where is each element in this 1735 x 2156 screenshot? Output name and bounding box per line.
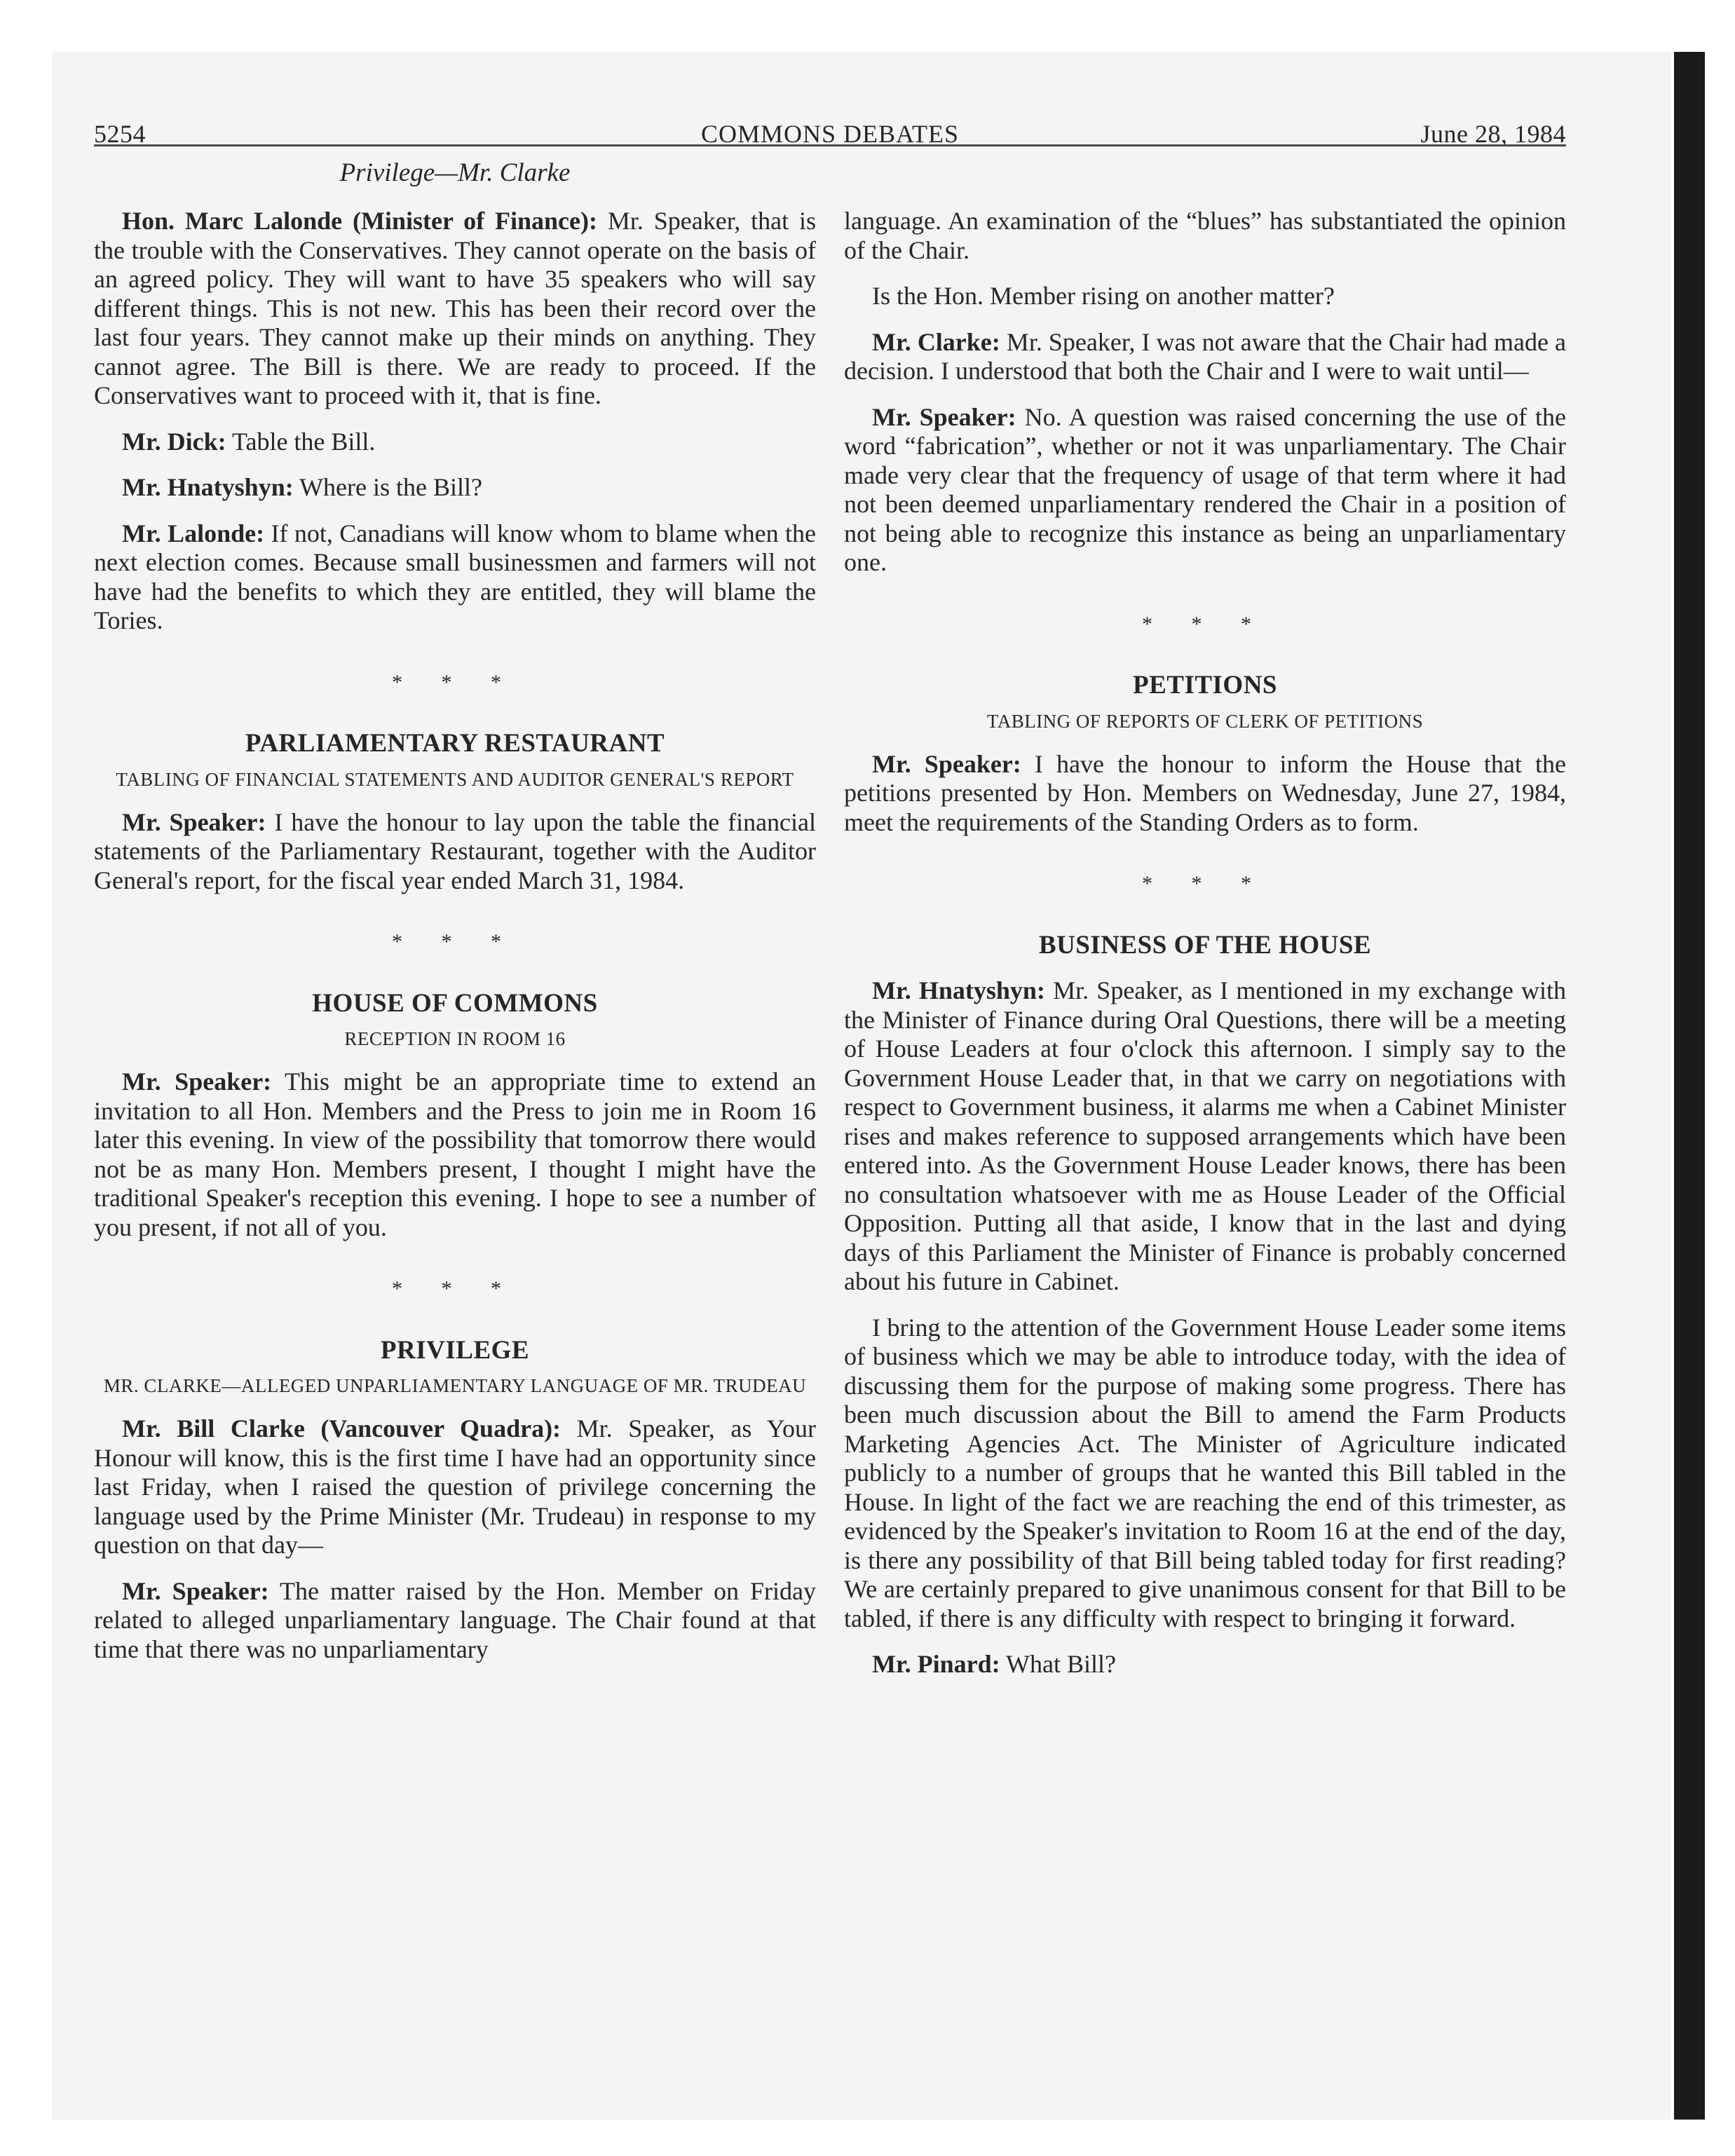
section-subheading: RECEPTION IN ROOM 16	[344, 1028, 566, 1049]
paragraph	[94, 207, 816, 411]
paragraph	[94, 1414, 816, 1560]
speaker-name: Mr. Lalonde:	[122, 519, 265, 547]
section-separator: * * *	[1142, 872, 1268, 895]
publication-date: June 28, 1984	[1420, 120, 1566, 148]
speaker-name: Mr. Hnatyshyn:	[122, 473, 294, 501]
speaker-name: Hon. Marc Lalonde (Minister of Finance):	[122, 207, 597, 235]
paragraph	[844, 403, 1566, 578]
section-separator: * * *	[1142, 612, 1268, 636]
speaker-name: Mr. Speaker:	[122, 1576, 269, 1605]
section-separator: * * *	[392, 670, 518, 694]
section-subheading: MR. CLARKE—ALLEGED UNPARLIAMENTARY LANGUAGE OF MR. TRUDEAU	[103, 1375, 807, 1396]
speech-text: No. A question was raised concerning the use of the word “fabrication”, whether or not it was unparliamentary. The Chair made very clear that the frequency of usage of that term where it had not been deemed unparliamentary rendered the Chair in a position of not being able to recognize this instance as being an unparliamentary one.	[844, 402, 1567, 576]
speaker-name: Mr. Speaker:	[122, 807, 266, 836]
speaker-name: Mr. Speaker:	[872, 402, 1016, 431]
paragraph	[94, 519, 816, 636]
section-separator: * * *	[392, 1277, 518, 1300]
paragraph	[844, 976, 1566, 1297]
speech-text: I have the honour to inform the House that the petitions presented by Hon. Members on Wednesday, June 27, 1984, meet the requirements of the Standing Orders as to form.	[844, 749, 1566, 836]
paragraph	[94, 1577, 816, 1665]
speaker-name: Mr. Pinard:	[872, 1650, 1000, 1678]
speech-text: Table the Bill.	[226, 427, 376, 456]
section-heading: PRIVILEGE	[380, 1335, 530, 1365]
speaker-name: Mr. Dick:	[122, 427, 226, 456]
speaker-name: Mr. Speaker:	[122, 1067, 272, 1096]
speech-text: I bring to the attention of the Government House Leader some items of business which we may be able to introduce today, with the idea of discussing them for the purpose of making some progress. There has been much discussion about the Bill to amend the Farm Products Marketing Agencies Act. The Minister of Agriculture indicated publicly to a number of groups that he wanted this Bill tabled in the House. In light of the fact we are reaching the end of this trimester, as evidenced by the Speaker's invitation to Room 16 at the end of the day, is there any possibility of that Bill being tabled today for first reading? We are certainly prepared to give unanimous consent for that Bill to be tabled, if there is any difficulty with respect to bringing it forward.	[844, 1313, 1566, 1632]
speech-text: If not, Canadians will know whom to blame when the next election comes. Because small businessmen and farmers will not have had the benefits to which they are entitled, they will blame the Tories.	[94, 519, 817, 634]
section-separator: * * *	[392, 930, 518, 953]
paragraph	[844, 750, 1566, 838]
publication-title: COMMONS DEBATES	[700, 120, 960, 148]
paragraph	[94, 808, 816, 896]
paragraph	[94, 473, 816, 503]
speech-text: Is the Hon. Member rising on another matter?	[872, 282, 1335, 310]
running-topic: Privilege—Mr. Clarke	[339, 158, 571, 187]
section-subheading: TABLING OF REPORTS OF CLERK OF PETITIONS	[986, 710, 1424, 732]
paragraph	[94, 428, 816, 457]
paragraph	[844, 1650, 1566, 1679]
scan-dark-edge	[1674, 52, 1705, 2120]
paragraph	[94, 1067, 816, 1242]
speech-text: What Bill?	[1000, 1650, 1116, 1678]
page-number: 5254	[94, 120, 146, 148]
section-heading: HOUSE OF COMMONS	[312, 988, 598, 1018]
left-column	[94, 207, 816, 1681]
section-heading: PETITIONS	[1132, 671, 1277, 700]
speech-text: Mr. Speaker, that is the trouble with the Conservatives. They cannot operate on the basis of an agreed policy. They will want to have 35 speakers who will say different things. This is not new. This has been their record over the last four years. They cannot make up their minds on anything. They cannot agree. The Bill is there. We are ready to proceed. If the Conservatives want to proceed with it, that is fine.	[94, 207, 816, 409]
header-rule	[94, 144, 1566, 146]
section-heading: BUSINESS OF THE HOUSE	[1038, 930, 1372, 960]
paragraph	[844, 282, 1566, 311]
paragraph	[844, 1314, 1566, 1634]
speaker-name: Mr. Speaker:	[872, 749, 1021, 778]
speech-text: Mr. Speaker, as Your Honour will know, this is the first time I have had an opportunity since last Friday, when I raised the question of privilege concerning the language used by the Prime Minister (Mr. Trudeau) in response to my question on that day—	[94, 1414, 816, 1559]
paragraph	[844, 207, 1566, 265]
speech-text: This might be an appropriate time to extend an invitation to all Hon. Members and the Press to join me in Room 16 later this evening. In view of the possibility that tomorrow there would not be as many Hon. Members present, I thought I might have the traditional Speaker's reception this evening. I hope to see a number of you present, if not all of you.	[94, 1067, 817, 1241]
right-column	[844, 207, 1566, 1696]
speech-text: Where is the Bill?	[293, 473, 482, 501]
paragraph	[844, 328, 1566, 386]
speaker-name: Mr. Bill Clarke (Vancouver Quadra):	[122, 1414, 562, 1442]
speaker-name: Mr. Clarke:	[872, 327, 1000, 356]
section-subheading: TABLING OF FINANCIAL STATEMENTS AND AUDITOR GENERAL'S REPORT	[116, 768, 794, 790]
section-heading: PARLIAMENTARY RESTAURANT	[245, 729, 665, 758]
speech-text: Mr. Speaker, I was not aware that the Chair had made a decision. I understood that both the Chair and I were to wait until—	[844, 327, 1567, 385]
speech-text: I have the honour to lay upon the table the financial statements of the Parliamentary Restaurant, together with the Auditor General's report, for the fiscal year ended March 31, 1984.	[94, 807, 817, 894]
page-header	[94, 112, 1566, 154]
speech-text: Mr. Speaker, as I mentioned in my exchange with the Minister of Finance during Oral Questions, there will be a meeting of House Leaders at four o'clock this afternoon. I simply say to the Government House Leader that, in that we carry on negotiations with respect to Government business, it alarms me when a Cabinet Minister rises and makes reference to supposed arrangements which have been entered into. As the Government House Leader knows, there has been no consultation whatsoever with me as House Leader of the Official Opposition. Putting all that aside, I know that in the last and dying days of this Parliament the Minister of Finance is probably concerned about his future in Cabinet.	[844, 976, 1566, 1295]
speech-text: The matter raised by the Hon. Member on Friday related to alleged unparliamentary language. The Chair found at that time that there was no unparliamentary	[94, 1576, 817, 1663]
speech-text: language. An examination of the “blues” has substantiated the opinion of the Chair.	[844, 207, 1566, 264]
speaker-name: Mr. Hnatyshyn:	[872, 976, 1045, 1004]
